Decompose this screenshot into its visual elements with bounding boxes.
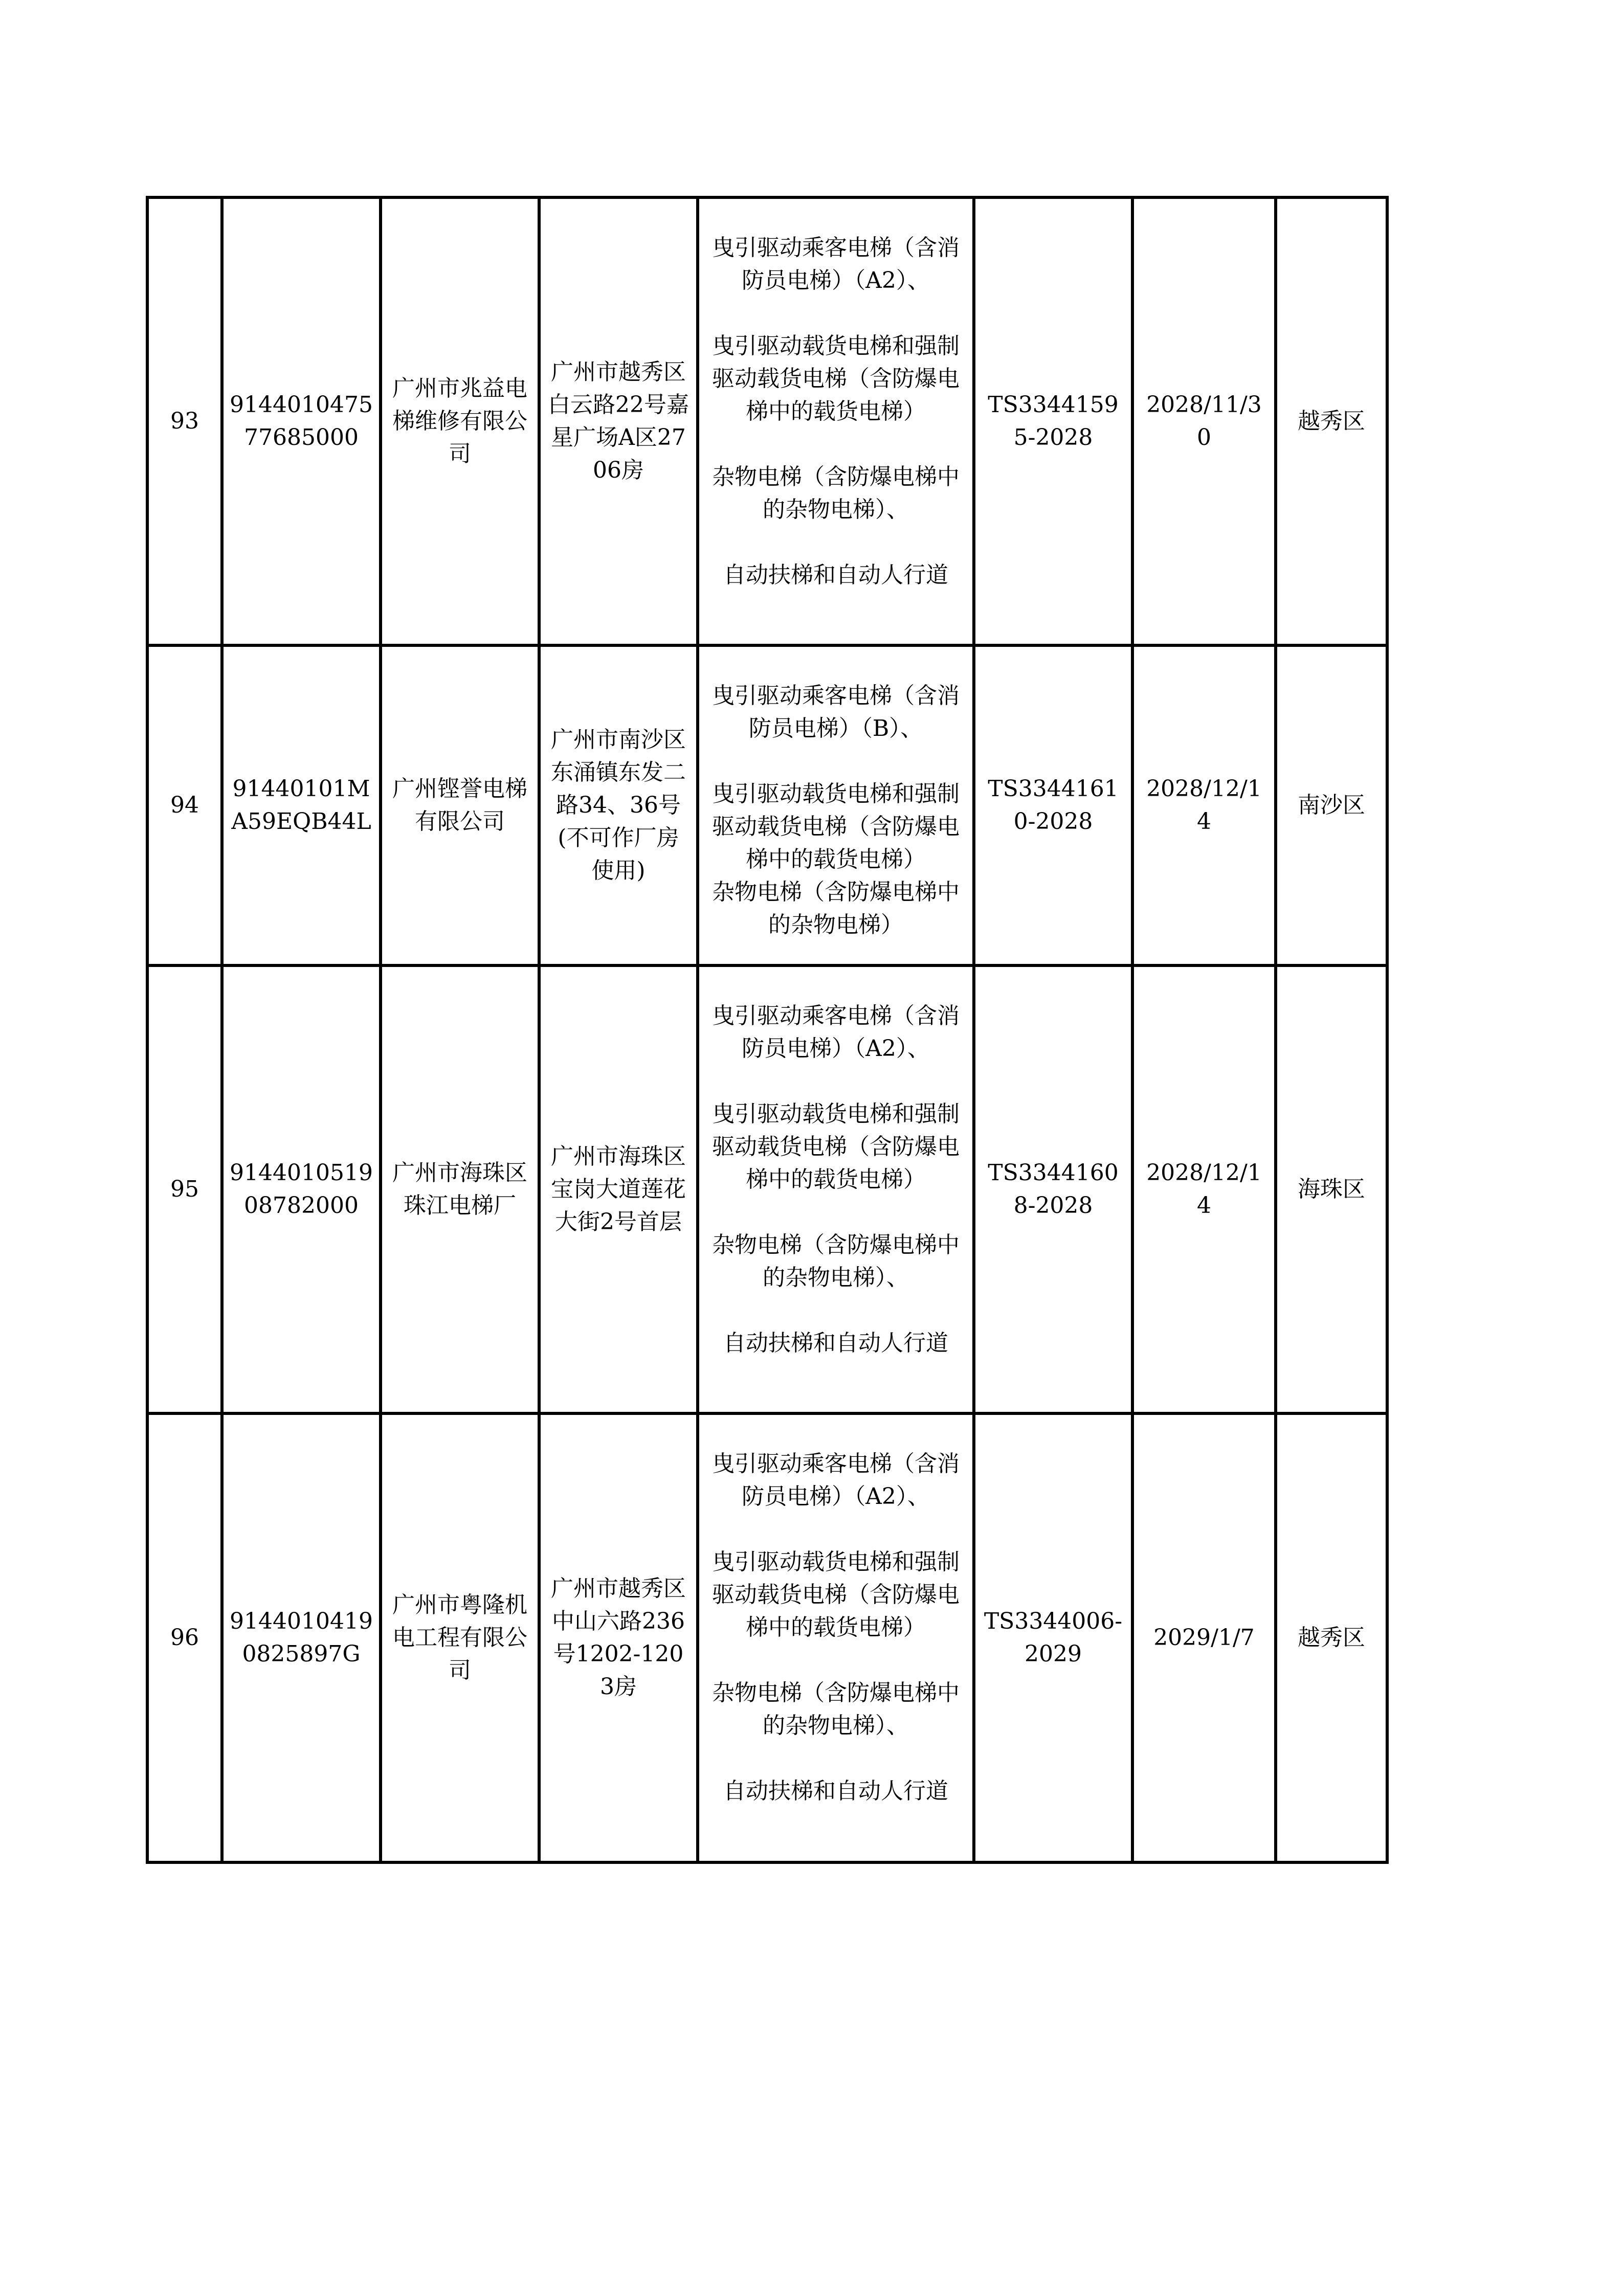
license-table [146, 196, 1389, 1864]
table-row [147, 1413, 1387, 1862]
company-address: 广州市南沙区东涌镇东发二路34、36号(不可作厂房使用) [539, 645, 698, 965]
district: 越秀区 [1276, 197, 1387, 645]
row-number: 93 [147, 197, 222, 645]
company-address: 广州市越秀区白云路22号嘉星广场A区2706房 [539, 197, 698, 645]
valid-until: 2028/11/30 [1132, 197, 1276, 645]
credit-code: 91440104190825897G [222, 1413, 381, 1862]
scope-item: 曳引驱动载货电梯和强制驱动载货电梯（含防爆电梯中的载货电梯） [712, 1549, 960, 1640]
district: 越秀区 [1276, 1413, 1387, 1862]
scope-item: 杂物电梯（含防爆电梯中的杂物电梯）、 [712, 1680, 960, 1739]
row-number: 96 [147, 1413, 222, 1862]
certificate-number: TS33441608-2028 [974, 965, 1132, 1413]
company-name: 广州市粤隆机电工程有限公司 [381, 1413, 539, 1862]
certificate-number: TS33441595-2028 [974, 197, 1132, 645]
scope-item: 曳引驱动乘客电梯（含消防员电梯）（A2）、 [712, 235, 960, 294]
scope-item: 曳引驱动乘客电梯（含消防员电梯）（B）、 [712, 683, 960, 741]
scope-item: 自动扶梯和自动人行道 [723, 1778, 948, 1804]
table-row [147, 197, 1387, 645]
scope-item: 曳引驱动载货电梯和强制驱动载货电梯（含防爆电梯中的载货电梯） [712, 333, 960, 424]
credit-code: 914401047577685000 [222, 197, 381, 645]
scope-item: 自动扶梯和自动人行道 [723, 1330, 948, 1356]
scope-item: 曳引驱动载货电梯和强制驱动载货电梯（含防爆电梯中的载货电梯） [712, 781, 960, 872]
company-name: 广州铿誉电梯有限公司 [381, 645, 539, 965]
scope-item: 杂物电梯（含防爆电梯中的杂物电梯）、 [712, 464, 960, 523]
district: 海珠区 [1276, 965, 1387, 1413]
license-scope [698, 965, 974, 1413]
scope-item: 杂物电梯（含防爆电梯中的杂物电梯）、 [712, 1232, 960, 1291]
row-number: 94 [147, 645, 222, 965]
scope-item: 曳引驱动乘客电梯（含消防员电梯）（A2）、 [712, 1451, 960, 1510]
scope-item: 曳引驱动乘客电梯（含消防员电梯）（A2）、 [712, 1003, 960, 1062]
license-scope [698, 1413, 974, 1862]
table-row [147, 645, 1387, 965]
scope-item: 自动扶梯和自动人行道 [723, 562, 948, 588]
valid-until: 2028/12/14 [1132, 645, 1276, 965]
credit-code: 91440101MA59EQB44L [222, 645, 381, 965]
license-scope [698, 645, 974, 965]
table-row [147, 965, 1387, 1413]
scope-item: 曳引驱动载货电梯和强制驱动载货电梯（含防爆电梯中的载货电梯） [712, 1101, 960, 1192]
company-name: 广州市海珠区珠江电梯厂 [381, 965, 539, 1413]
scope-item: 杂物电梯（含防爆电梯中的杂物电梯） [712, 879, 960, 938]
company-name: 广州市兆益电梯维修有限公司 [381, 197, 539, 645]
valid-until: 2028/12/14 [1132, 965, 1276, 1413]
credit-code: 914401051908782000 [222, 965, 381, 1413]
certificate-number: TS3344006-2029 [974, 1413, 1132, 1862]
district: 南沙区 [1276, 645, 1387, 965]
certificate-number: TS33441610-2028 [974, 645, 1132, 965]
company-address: 广州市海珠区宝岗大道莲花大街2号首层 [539, 965, 698, 1413]
row-number: 95 [147, 965, 222, 1413]
valid-until: 2029/1/7 [1132, 1413, 1276, 1862]
license-scope [698, 197, 974, 645]
company-address: 广州市越秀区中山六路236号1202-1203房 [539, 1413, 698, 1862]
